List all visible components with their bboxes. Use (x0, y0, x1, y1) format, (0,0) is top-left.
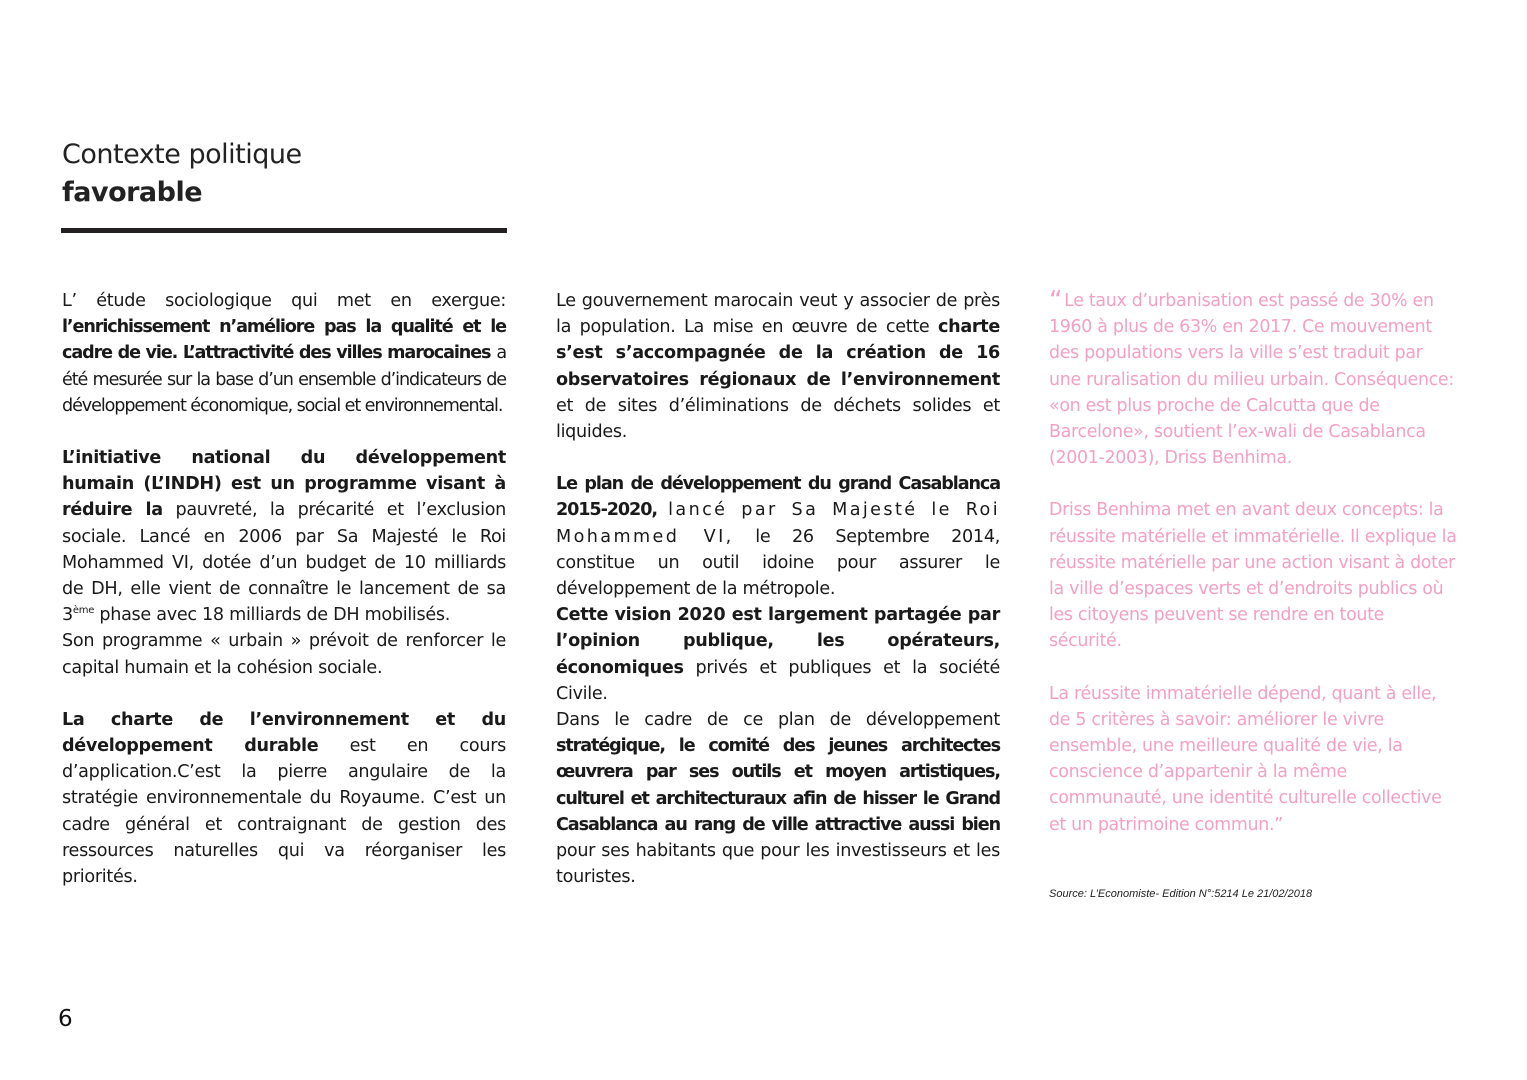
paragraph-indh-bold: L’initiative national du développement humain (L’INDH) est un programme visant à réduire la (62, 448, 506, 521)
paragraph-vision-text: privés et publiques et la société Civile. (556, 657, 1000, 704)
paragraph-study-intro: L’ étude sociologique qui met en exergue: (62, 291, 506, 311)
page-title-line2: favorable (62, 177, 203, 208)
quote-source: Source: L’Economiste- Edition N°:5214 Le 21/02/2018 (1049, 888, 1313, 900)
text-column-middle (556, 288, 1000, 890)
pull-quote (1049, 288, 1459, 838)
paragraph-architects (556, 707, 1000, 890)
quote-mark-icon: “ (1049, 286, 1063, 316)
paragraph-study-bold: l’enrichissement n’améliore pas la qualité et le cadre de vie. L’attractivité des villes marocaines (62, 317, 506, 364)
paragraph-study (62, 288, 506, 419)
paragraph-plan-text: le 26 Septembre 2014, constitue un outil idoine pour assurer le développement de la métropole. (556, 526, 1001, 600)
paragraph-government-rest: et de sites d’éliminations de déchets solides et liquides. (556, 395, 1000, 443)
paragraph-study-rest: a été mesurée sur la base d’un ensemble d’indicateurs de développement économique, social et environnemental. (62, 343, 506, 416)
paragraph-charter (62, 707, 506, 890)
paragraph-architects-bold: stratégique, le comité des jeunes architectes œuvrera par ses outils et moyen artistiques, culturel et architecturaux afin de hisser le Grand Casablanca au rang de ville attractive aussi bien (556, 736, 1000, 835)
paragraph-government-bold: charte s’est s’accompagnée de la création de 16 observatoires régionaux de l’environnement (556, 317, 1001, 390)
paragraph-casablanca-plan (556, 471, 1000, 602)
paragraph-vision-bold: Cette vision 2020 est largement partagée par l’opinion publique, les opérateurs, économiques (556, 605, 1000, 678)
page-number: 6 (58, 1006, 73, 1032)
paragraph-architects-intro: Dans le cadre de ce plan de développement (556, 710, 1000, 731)
paragraph-indh-text: pauvreté, la précarité et l’exclusion sociale. Lancé en 2006 par Sa Majesté le Roi Mohammed VI, dotée d’un budget de 10 milliards de DH, elle vient de connaître le lancement de sa 3 (62, 500, 507, 626)
page-title (62, 136, 512, 212)
text-column-left (62, 288, 506, 890)
quote-paragraph-1 (1049, 288, 1459, 471)
paragraph-plan-launch: lancé par Sa Majesté le Roi Mohammed VI, (556, 500, 1001, 547)
superscript-eme: ème (72, 605, 95, 617)
paragraph-government (556, 288, 1000, 445)
quote-paragraph-2: Driss Benhima met en avant deux concepts: la réussite matérielle et immatérielle. Il explique la réussite matérielle par une action visant à doter la ville d’espaces verts et d’endroits publics où les citoyens peuvent se rendre en toute sécurité. (1049, 500, 1457, 652)
page-title-line1: Contexte politique (62, 139, 302, 170)
quote-paragraph-1-text: Le taux d’urbanisation est passé de 30% en 1960 à plus de 63% en 2017. Ce mouvement des populations vers la ville s’est traduit par une ruralisation du milieu urbain. Conséquence: «on est plus proche de Calcutta que de Barcelone», soutient l’ex-wali de Casablanca (2001-2003), Driss Benhima. (1049, 291, 1454, 469)
paragraph-vision-2020 (556, 602, 1000, 707)
paragraph-plan-bold: Le plan de développement du grand Casablanca 2015-2020, (556, 474, 1000, 521)
paragraph-charter-bold: La charte de l’environnement et du développement durable (62, 709, 506, 757)
paragraph-indh (62, 445, 506, 628)
paragraph-urban-program: Son programme « urbain » prévoit de renforcer le capital humain et la cohésion sociale. (62, 631, 506, 678)
title-underline-rule (61, 228, 507, 233)
paragraph-government-intro: Le gouvernement marocain veut y associer de près la population. La mise en œuvre de cette (556, 291, 1000, 338)
quote-paragraph-3: La réussite immatérielle dépend, quant à elle, de 5 critères à savoir: améliorer le vivre ensemble, une meilleure qualité de vie, la conscience d’appartenir à la même communauté, une identité culturelle collective et un patrimoine commun.” (1049, 683, 1442, 835)
paragraph-charter-text: est en cours d’application.C’est la pierre angulaire de la stratégie environnementale du Royaume. C’est un cadre général et contraignant de gestion des ressources naturelles qui va réorganiser les priorités. (62, 736, 507, 888)
paragraph-architects-rest: pour ses habitants que pour les investisseurs et les touristes. (556, 841, 1000, 888)
paragraph-indh-end: phase avec 18 milliards de DH mobilisés. (99, 605, 451, 626)
